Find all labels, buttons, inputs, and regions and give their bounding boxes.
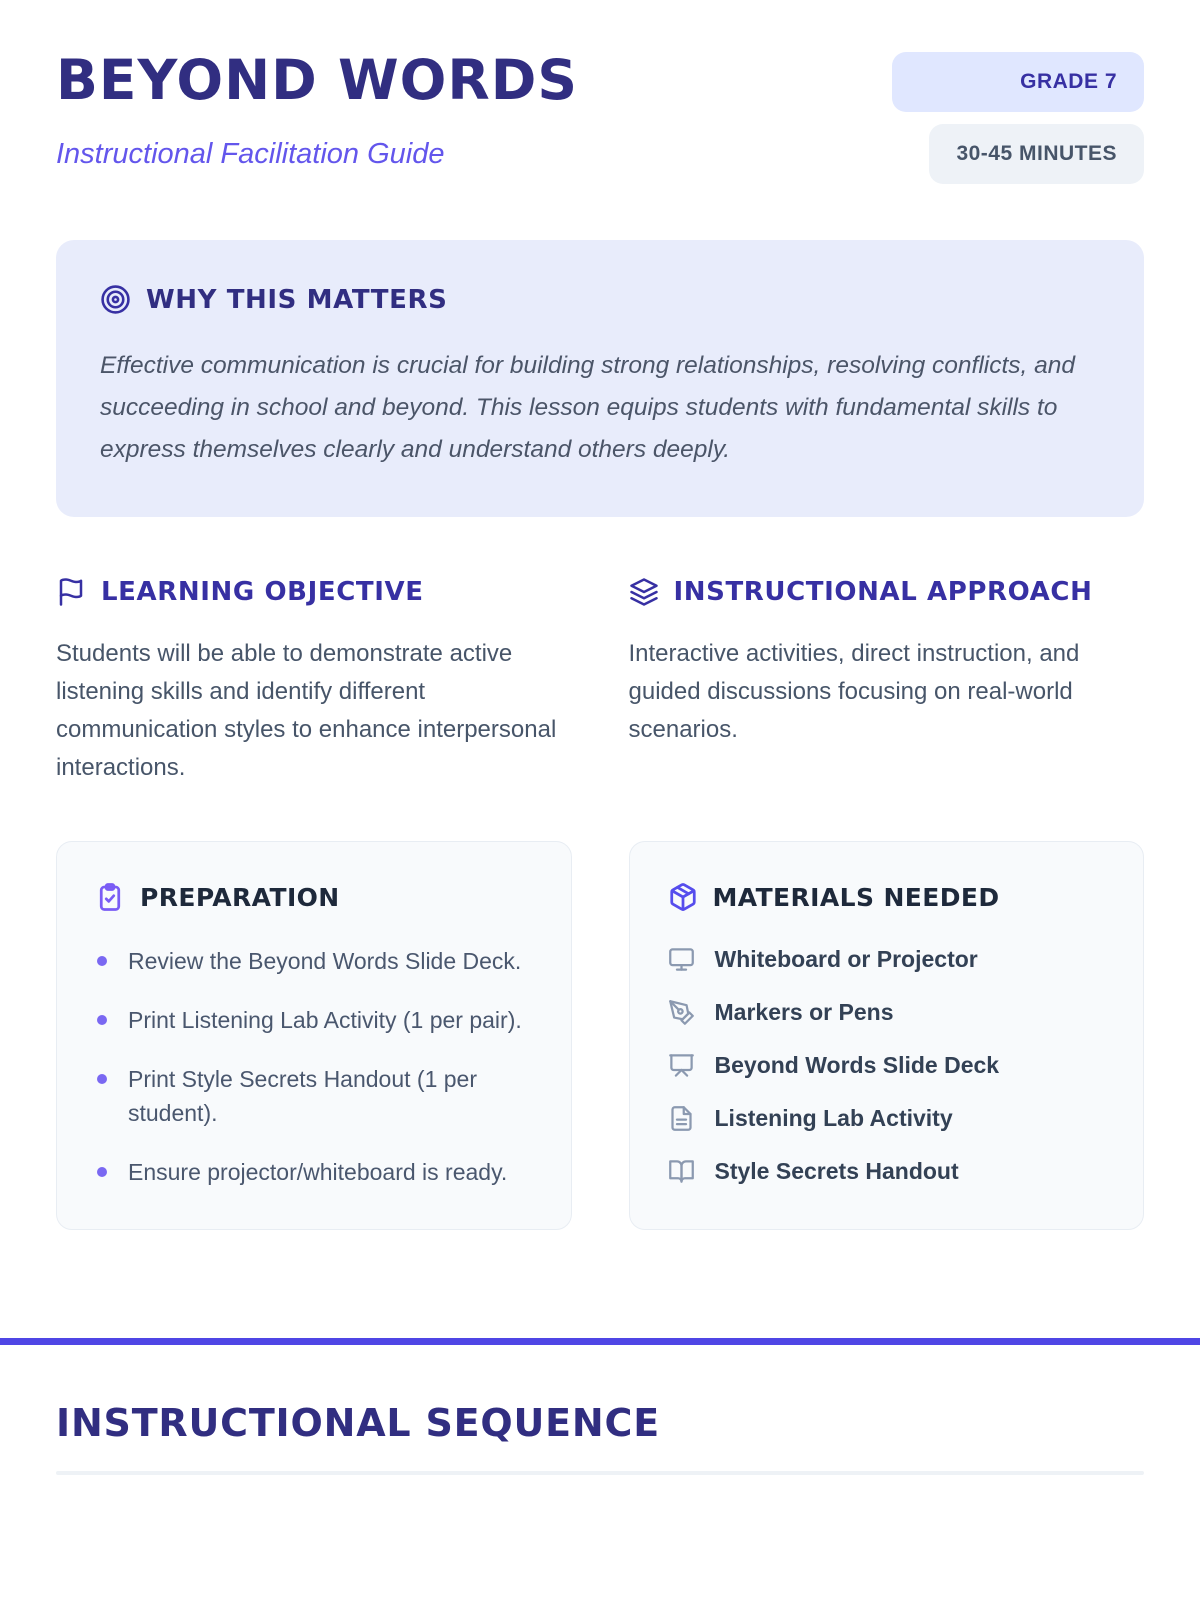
materials-list (668, 946, 1106, 1185)
partial-card-top-edge (56, 1471, 1144, 1475)
why-this-matters-box (56, 240, 1144, 517)
material-item-label: Style Secrets Handout (714, 1158, 959, 1184)
list-item (95, 944, 533, 978)
learning-objective-heading-row (56, 577, 572, 607)
material-item-label: Whiteboard or Projector (714, 946, 978, 972)
material-item-label: Beyond Words Slide Deck (714, 1052, 1000, 1078)
instructional-sequence-title: INSTRUCTIONAL SEQUENCE (56, 1401, 660, 1445)
list-item (95, 1155, 533, 1189)
layers-icon (629, 577, 659, 607)
objective-approach-columns (56, 577, 1144, 787)
target-icon (100, 284, 131, 315)
instructional-approach-heading-row (629, 577, 1145, 607)
list-item (668, 946, 1106, 973)
list-item (95, 1003, 533, 1037)
list-item (668, 1052, 1106, 1079)
preparation-item-text: Print Style Secrets Handout (1 per student). (128, 1066, 477, 1126)
materials-heading-row (668, 882, 1106, 912)
instructional-approach-section (629, 577, 1145, 787)
preparation-item-text: Review the Beyond Words Slide Deck. (128, 948, 522, 974)
learning-objective-body: Students will be able to demonstrate active listening skills and identify different communication styles to enhance interpersonal interactions. (56, 640, 557, 781)
preparation-list (95, 944, 533, 1189)
preparation-card (56, 841, 572, 1230)
learning-objective-heading: LEARNING OBJECTIVE (101, 577, 424, 607)
instructional-approach-body: Interactive activities, direct instruction, and guided discussions focusing on real-world scenarios. (628, 640, 1080, 743)
materials-card (629, 841, 1145, 1230)
header (56, 0, 1144, 184)
material-item-label: Listening Lab Activity (714, 1105, 953, 1131)
bullet-dot (97, 1015, 107, 1025)
instructional-approach-heading: INSTRUCTIONAL APPROACH (673, 577, 1093, 607)
list-item (668, 1105, 1106, 1132)
package-icon (668, 882, 698, 912)
duration-badge: 30-45 MINUTES (929, 124, 1144, 184)
grade-badge: GRADE 7 (892, 52, 1144, 112)
why-this-matters-heading-row (100, 284, 1100, 315)
bullet-dot (97, 1074, 107, 1084)
why-this-matters-body: Effective communication is crucial for building strong relationships, resolving conflicts, and succeeding in school and beyond. This lesson equips students with fundamental skills to express themselves clearly and understand others deeply. (100, 352, 1076, 463)
page-subtitle: Instructional Facilitation Guide (56, 137, 445, 170)
list-item (668, 999, 1106, 1026)
file-text-icon (668, 1105, 695, 1132)
book-open-icon (668, 1158, 695, 1185)
prep-materials-cards (56, 841, 1144, 1230)
monitor-icon (668, 946, 695, 973)
bullet-dot (97, 1167, 107, 1177)
why-this-matters-heading: WHY THIS MATTERS (146, 284, 448, 315)
materials-heading: MATERIALS NEEDED (712, 882, 1000, 912)
clipboard-check-icon (95, 882, 125, 912)
preparation-heading-row (95, 882, 533, 912)
preparation-item-text: Print Listening Lab Activity (1 per pair). (128, 1007, 522, 1033)
preparation-item-text: Ensure projector/whiteboard is ready. (128, 1159, 508, 1185)
list-item (668, 1158, 1106, 1185)
presentation-icon (668, 1052, 695, 1079)
preparation-heading: PREPARATION (140, 882, 340, 912)
page-title: BEYOND WORDS (56, 48, 578, 112)
section-divider (0, 1338, 1200, 1345)
header-titles (56, 48, 578, 171)
bullet-dot (97, 956, 107, 966)
pen-tool-icon (668, 999, 695, 1026)
learning-objective-section (56, 577, 572, 787)
flag-icon (56, 577, 86, 607)
header-badges (892, 52, 1144, 184)
list-item (95, 1062, 533, 1130)
material-item-label: Markers or Pens (714, 999, 894, 1025)
